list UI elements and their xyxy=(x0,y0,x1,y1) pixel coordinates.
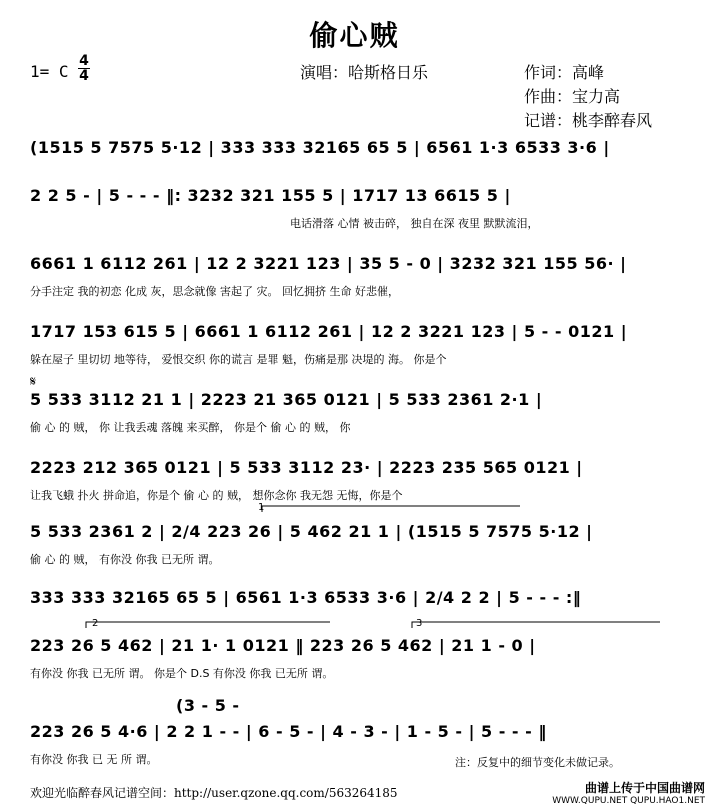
lyrics-row-4: 躲在屋子 里切切 地等待， 爱恨交织 你的谎言 是罪 魁，伤痛是那 决堤的 海。 你是个 xyxy=(30,353,447,366)
time-signature-top: 4 xyxy=(79,53,89,69)
lyrics-row-7: 偷 心 的 贼， 有你没 你我 已无所 谓。 xyxy=(30,553,220,566)
volta-1-bracket xyxy=(262,506,520,512)
lyrics-row-6: 让我飞蛾 扑火 拼命追，你是个 偷 心 的 贼， 想你念你 我无怨 无悔，你是个 xyxy=(30,489,403,502)
volta-3-label: 3 xyxy=(416,618,423,629)
footer-link-text: 欢迎光临醉春风记谱空间：http://user.qzone.qq.com/563264185 xyxy=(30,786,398,800)
notation-row-8: 333 333 32165 65 5 | 6561 1·3 6533 3·6 | 2/4 2 2 | 5 - - - :‖ xyxy=(30,588,582,607)
watermark-line-2: WWW.QUPU.NET QUPU.HAO1.NET xyxy=(552,796,705,806)
notation-row-3: 6661 1 6112 261 | 12 2 3221 123 | 35 5 - 0 | 3232 321 155 56· | xyxy=(30,254,627,273)
volta-3-bracket xyxy=(412,622,660,628)
key-signature: 1= C xyxy=(30,62,69,81)
segno-sign: 𝄋 xyxy=(30,374,37,390)
time-signature-bottom: 4 xyxy=(79,68,89,84)
singer-credit: 演唱：哈斯格日乐 xyxy=(300,63,429,82)
lyrics-row-11: 有你没 你我 已 无 所 谓。 xyxy=(30,753,158,766)
notation-row-11: 223 26 5 4·6 | 2 2 1 - - | 6 - 5 - | 4 - 3 - | 1 - 5 - | 5 - - - ‖ xyxy=(30,722,547,741)
notation-row-7: 5 533 2361 2 | 2/4 223 26 | 5 462 21 1 | (1515 5 7575 5·12 | xyxy=(30,522,593,541)
composer-credit: 作曲：宝力高 xyxy=(524,87,621,106)
notation-row-4: 1717 153 615 5 | 6661 1 6112 261 | 12 2 3221 123 | 5 - - 0121 | xyxy=(30,322,628,341)
notation-row-1: (1515 5 7575 5·12 | 333 333 32165 65 5 | 6561 1·3 6533 3·6 | xyxy=(30,138,610,157)
song-title: 偷心贼 xyxy=(309,19,400,52)
lyricist-credit: 作词：高峰 xyxy=(524,63,605,82)
volta-2-label: 2 xyxy=(92,618,99,629)
notation-row-5: 5 533 3112 21 1 | 2223 21 365 0121 | 5 533 2361 2·1 | xyxy=(30,390,543,409)
lyrics-row-9: 有你没 你我 已无所 谓。 你是个 D.S 有你没 你我 已无所 谓。 xyxy=(30,667,334,680)
remark-note: 注：反复中的细节变化未做记录。 xyxy=(455,756,620,769)
notation-row-6: 2223 212 365 0121 | 5 533 3112 23· | 2223 235 565 0121 | xyxy=(30,458,583,477)
notation-row-10: (3 - 5 - xyxy=(176,696,240,715)
lyrics-row-2: 电话滑落 心情 被击碎， 独自在深 夜里 默默流泪， xyxy=(290,217,539,230)
transcriber-credit: 记谱：桃李醉春风 xyxy=(524,111,653,130)
volta-2-bracket xyxy=(86,622,330,628)
lyrics-row-3: 分手注定 我的初恋 化成 灰，思念就像 害起了 灾。 回忆拥挤 生命 好悲催， xyxy=(30,285,399,298)
watermark-line-1: 曲谱上传于中国曲谱网 xyxy=(584,781,705,795)
volta-1-label: 1 xyxy=(258,502,265,513)
lyrics-row-5: 偷 心 的 贼， 你 让我丢魂 落魄 来买醉， 你是个 偷 心 的 贼， 你 xyxy=(30,421,351,434)
notation-row-9: 223 26 5 462 | 21 1· 1 0121 ‖ 223 26 5 462 | 21 1 - 0 | xyxy=(30,636,536,655)
notation-row-2: 2 2 5 - | 5 - - - ‖: 3232 321 155 5 | 1717 13 6615 5 | xyxy=(30,186,511,205)
